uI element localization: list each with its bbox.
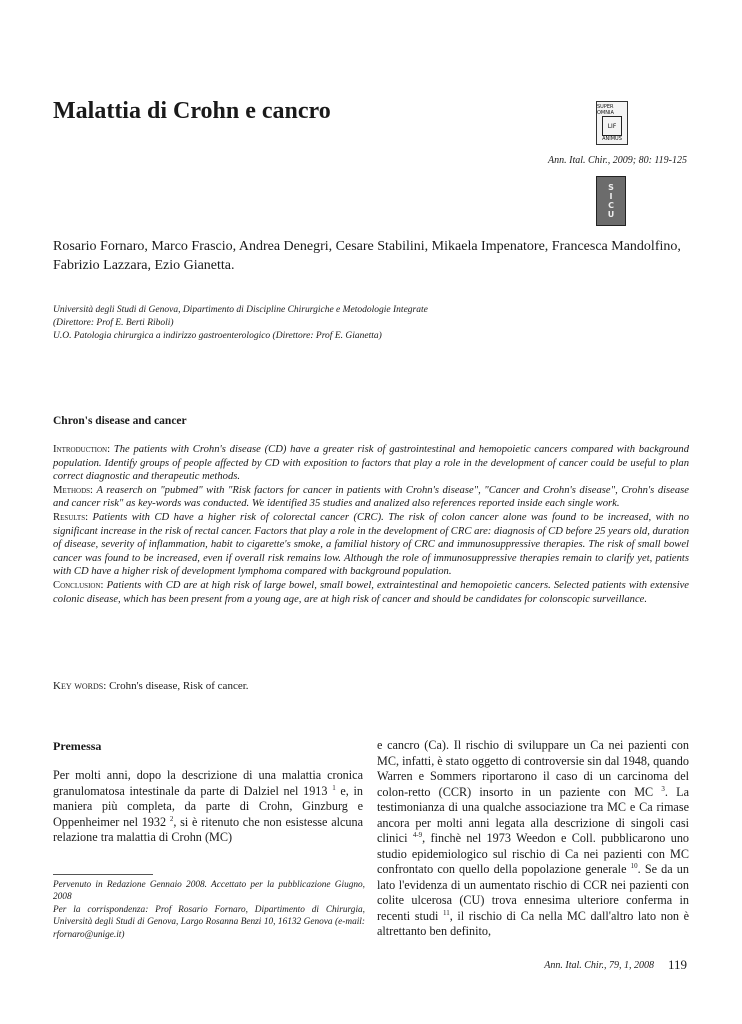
abstract-conclusion: Conclusion: Patients with CD are at high risk of large bowel, small bowel, extraintestinal and hemopoietic cancers. Selected patients with extensive colonic disease, which has been present from a young age, are at high risk of cancer and should be candidates for colonscopic surveillance. [53, 579, 689, 605]
journal-crest-logo [596, 101, 628, 145]
page-number: 119 [667, 957, 687, 972]
body-column-left [53, 768, 363, 846]
footer-citation: Ann. Ital. Chir., 79, 1, 2008 [544, 960, 654, 971]
section-label: Methods: [53, 484, 93, 496]
footnote-received: Pervenuto in Redazione Gennaio 2008. Accettato per la pubblicazione Giugno, 2008 [53, 880, 365, 903]
affiliation-line: (Direttore: Prof E. Berti Riboli) [53, 318, 174, 328]
affiliations [53, 304, 693, 343]
sicu-letter: C [608, 201, 614, 210]
sicu-logo [596, 176, 626, 226]
abstract-results: Results: Patients with CD have a higher risk of colorectal cancer (CRC). The risk of colon cancer alone was found to be increased, with no significant increase in the risk of rectal cancer. Factors that play a role in the development of CRC are: diagnosis of CD before 25 years old, duration of disease, severity of inflammation, habit to cigarette's smoke, a familial history of CRC and immunosuppressive therapies. The risk of small bowel cancer was found to be increased, even if overall risk remains low. Although the role of immunosuppressive therapies remain to clarify yet, patients with CD have a higher risk of development lymphoma compared with background population. [53, 511, 689, 578]
sicu-letter: U [607, 210, 615, 219]
paragraph: e cancro (Ca). Il rischio di sviluppare un Ca nei pazienti con MC, infatti, è stato oggetto di controversie sin dal 1948, quando Warren e Sommers riportarono il caso di un carcinoma del colon-retto (CCR) insorto in un paziente con MC $^3$. La testimonianza di una qualche associazione tra MC e Ca rimase ancora per molti anni legata alla descrizione di singoli casi clinici $^{4-9}$, finchè nel 1973 Weedon e Coll. pubblicarono uno studio epidemiologico sul rischio di Ca nei pazienti con MC confrontato con quello della popolazione generale $^{10}$. Se da un lato l'evidenza di un aumentato rischio di CCR nei pazienti con colite ulcerosa (CU) trova ennesima ulteriore conferma in recenti studi $^{11}$, il rischio di Ca nella MC dall'altro lato non è altrettanto ben definito, [377, 738, 690, 938]
footnote-correspondence: Per la corrispondenza: Prof Rosario Fornaro, Dipartimento di Chirurgia, Università degli Studi di Genova, Largo Rosanna Benzi 10, 16132 Genova (e-mail: rfornaro@unige.it) [53, 904, 365, 940]
section-heading: Premessa [53, 739, 102, 753]
footnotes [53, 879, 365, 941]
author-list: Rosario Fornaro, Marco Frascio, Andrea Denegri, Cesare Stabilini, Mikaela Impenatore, Francesca Mandolfino, Fabrizio Lazzara, Ezio Gianetta. [53, 239, 681, 273]
sicu-letter: I [609, 192, 613, 201]
article-title: Malattia di Crohn e cancro [53, 98, 331, 124]
affiliation-line: U.O. Patologia chirurgica a indirizzo gastroenterologico (Direttore: Prof E. Gianetta) [53, 331, 382, 341]
keywords [53, 680, 249, 692]
abstract-body [53, 443, 689, 606]
crest-shield [602, 116, 622, 136]
abstract-introduction: Introduction: The patients with Crohn's disease (CD) have a greater risk of gastrointestinal and hemopoietic cancers compared with background population. Identify groups of people affected by CD with exposition to factors that play a role in the development of cancer could be useful to plan correct diagnostic and therapeutic methods. [53, 444, 689, 483]
sicu-letter: S [608, 183, 614, 192]
keywords-label: Key words: [53, 680, 107, 692]
section-label: Results: [53, 511, 89, 523]
journal-citation: Ann. Ital. Chir., 2009; 80: 119-125 [548, 155, 687, 166]
affiliation-line: Università degli Studi di Genova, Dipartimento di Discipline Chirurgiche e Metodologie Integrate [53, 305, 428, 315]
paragraph: Per molti anni, dopo la descrizione di una malattia cronica granulomatosa intestinale da parte di Dalziel nel 1913 $^1$ e, in maniera più completa, da parte di Crohn, Ginzburg e Oppenheimer nel 1932 $^2$, si è ritenuto che non esistesse alcuna relazione tra malattia di Crohn (MC) [53, 768, 364, 844]
abstract-methods: Methods: A reaserch on "pubmed" with "Risk factors for cancer in patients with Crohn's disease", "Cancer and Crohn's disease", Crohn's disease and cancer risk" as key-words was conducted. We identified 35 studies and analized also references reported inside each single work. [53, 484, 690, 510]
footnote-divider [53, 874, 153, 875]
section-label: Conclusion: [53, 579, 104, 591]
logo-motto-top: SUPER OMNIA [597, 104, 614, 116]
logo-motto-bottom: ANIMUS [602, 136, 622, 142]
section-label: Introduction: [53, 444, 111, 455]
abstract-title: Chron's disease and cancer [53, 415, 187, 427]
logo-motto-mid: LIF [607, 122, 617, 130]
body-column-right [377, 738, 689, 940]
keywords-value: Crohn's disease, Risk of cancer. [109, 680, 249, 692]
